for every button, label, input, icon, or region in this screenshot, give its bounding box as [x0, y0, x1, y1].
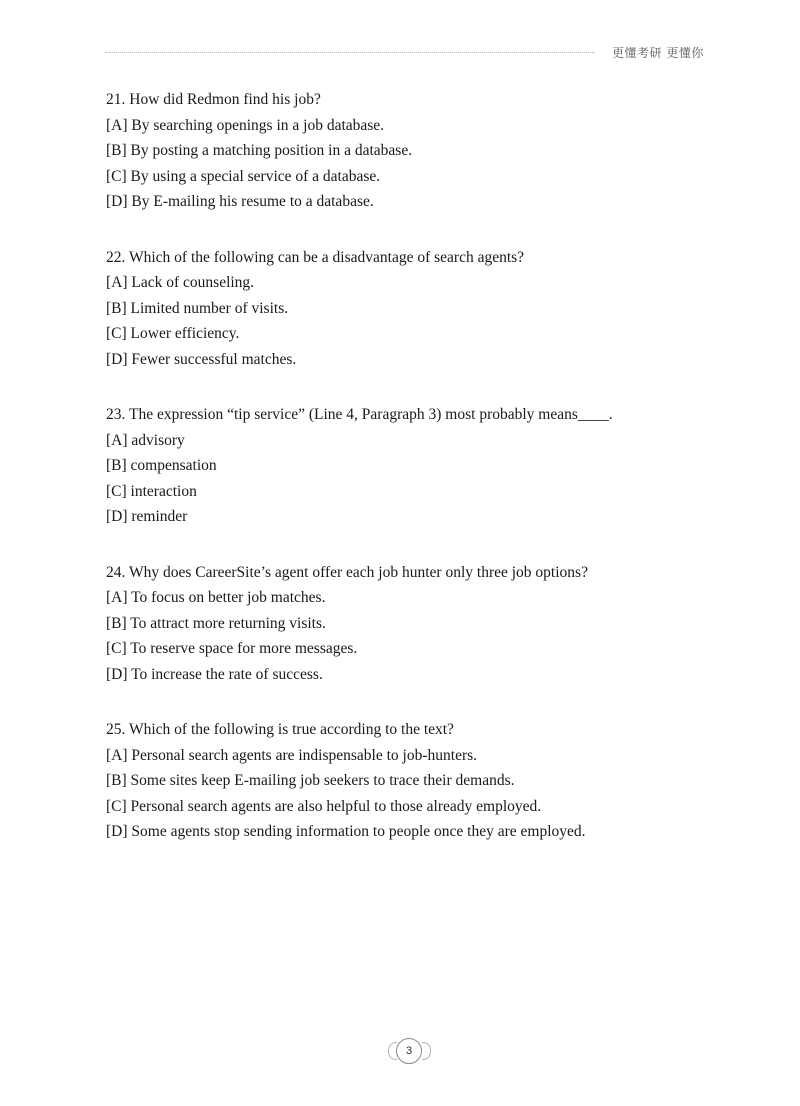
question-list: [106, 87, 726, 875]
option-a: [A] By searching openings in a job database.: [106, 116, 385, 134]
option-c: [C] By using a special service of a database.: [106, 167, 381, 185]
question-21: [106, 87, 726, 215]
option-c: [C] interaction: [106, 482, 197, 500]
option-a: [A] Personal search agents are indispensable to job-hunters.: [106, 746, 478, 764]
question-24: [106, 560, 726, 688]
option-a: [A] Lack of counseling.: [106, 274, 255, 291]
question-22: [106, 245, 726, 373]
page-number-ornament-right: [422, 1042, 431, 1060]
option-c: [C] Personal search agents are also helpful to those already employed.: [106, 797, 542, 815]
option-d: [D] reminder: [106, 508, 188, 525]
page-number: 3: [396, 1038, 422, 1064]
option-b: [B] compensation: [106, 457, 217, 474]
option-a: [A] To focus on better job matches.: [106, 589, 326, 606]
option-c: [C] To reserve space for more messages.: [106, 640, 358, 657]
option-b: [B] By posting a matching position in a database.: [106, 142, 413, 159]
option-a: [A] advisory: [106, 431, 185, 449]
question-stem: 25. Which of the following is true according to the text?: [106, 721, 454, 738]
question-stem: 21. How did Redmon find his job?: [106, 91, 321, 108]
option-d: [D] To increase the rate of success.: [106, 665, 323, 683]
option-d: [D] Some agents stop sending information to people once they are employed.: [106, 823, 586, 840]
option-d: [D] By E-mailing his resume to a database.: [106, 193, 374, 210]
header-slogan: 更懂考研 更懂你: [612, 46, 704, 60]
option-d: [D] Fewer successful matches.: [106, 350, 297, 368]
question-23: [106, 402, 726, 530]
option-c: [C] Lower efficiency.: [106, 325, 240, 342]
option-b: [B] Limited number of visits.: [106, 299, 289, 317]
question-stem: 22. Which of the following can be a disadvantage of search agents?: [106, 248, 525, 266]
question-stem: 23. The expression “tip service” (Line 4, Paragraph 3) most probably means____.: [106, 406, 613, 423]
option-b: [B] To attract more returning visits.: [106, 614, 326, 632]
option-b: [B] Some sites keep E-mailing job seekers to trace their demands.: [106, 772, 515, 789]
header-divider: [105, 52, 595, 53]
question-stem: 24. Why does CareerSite’s agent offer each job hunter only three job options?: [106, 563, 588, 581]
question-25: [106, 717, 726, 845]
